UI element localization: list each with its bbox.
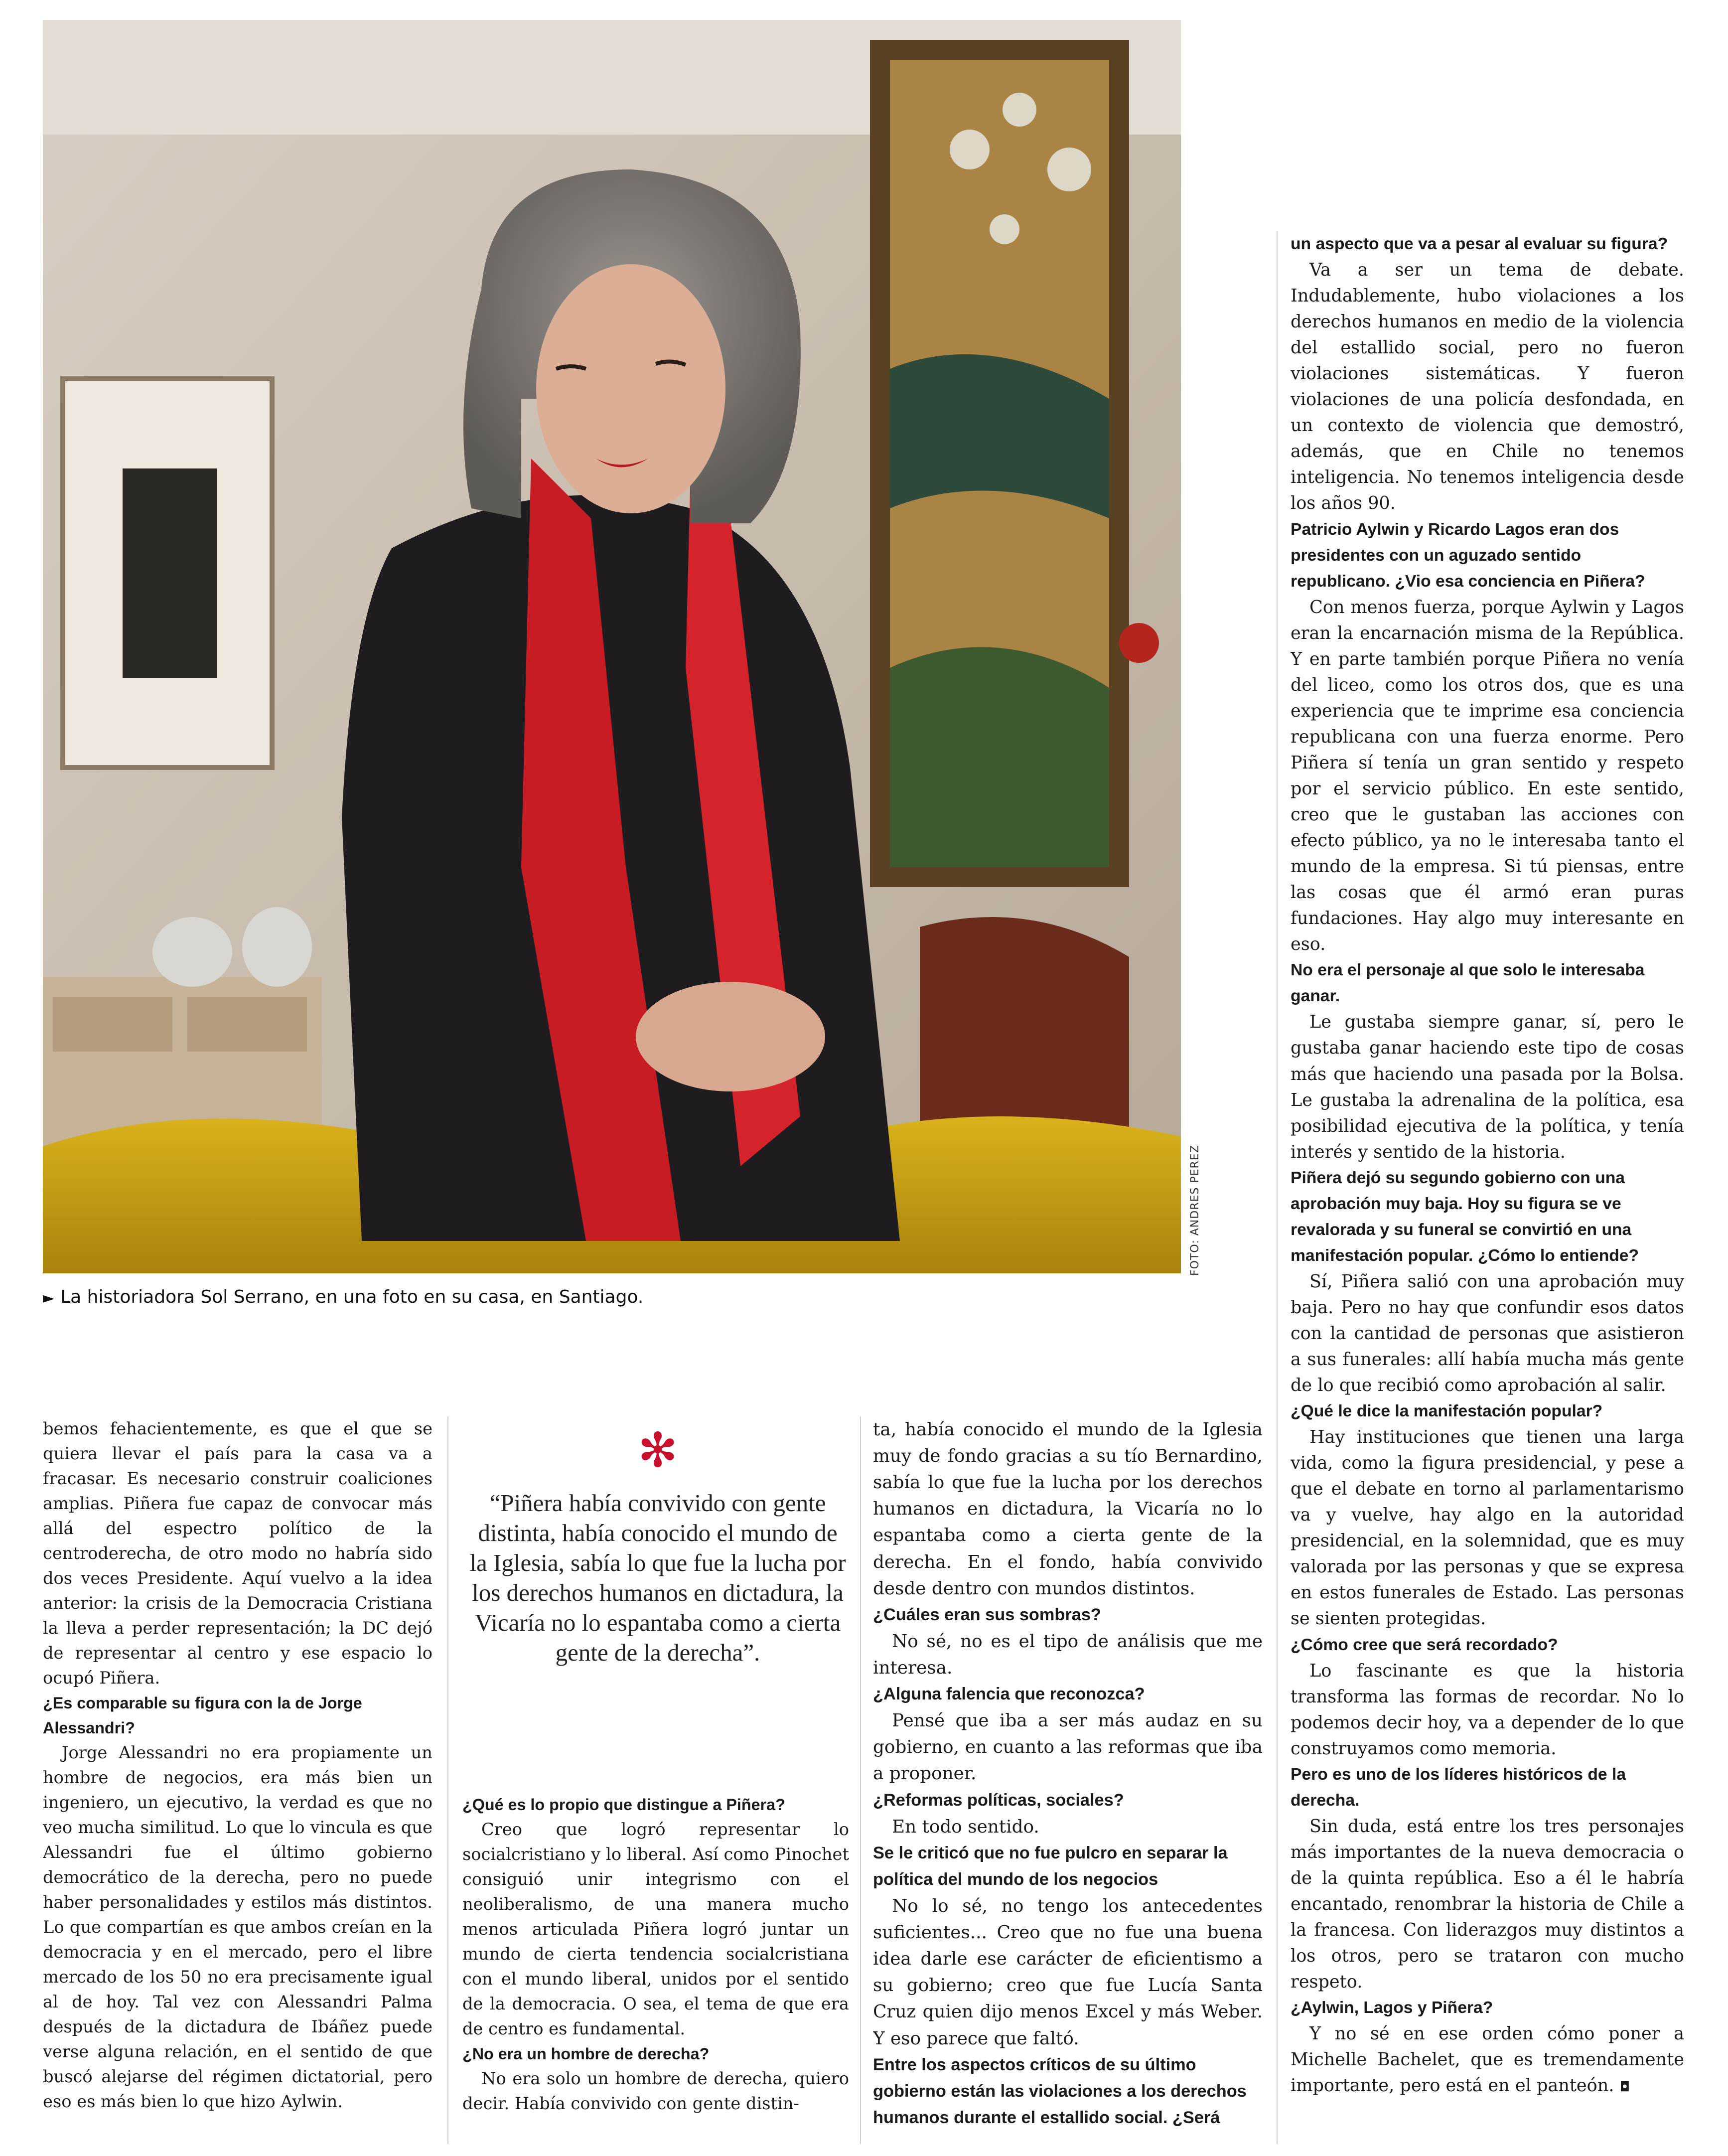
article-column-1 bbox=[43, 1416, 432, 2144]
interview-answer: En todo sentido. bbox=[892, 1816, 1039, 1837]
asterisk-ornament-icon: ✻ bbox=[637, 1422, 678, 1478]
article-column-3 bbox=[873, 1416, 1263, 2144]
interview-question: ¿Es comparable su figura con la de Jorge Alessandri? bbox=[43, 1694, 362, 1737]
interview-answer: Sí, Piñera salió con una aprobación muy baja. Pero no hay que confundir esos datos con la cantidad de personas que asistieron a sus funerales: allí había mucha más gente de lo que recibió como aprobación al salir. bbox=[1291, 1271, 1684, 1396]
portrait-illustration bbox=[43, 20, 1181, 1273]
column-divider bbox=[1277, 231, 1278, 2144]
pull-quote-text: “Piñera había convivido con gente distinta, había conocido el mundo de la Iglesia, sabía lo que fue la lucha por los derechos humanos en dictadura, la Vicaría no lo espantaba como a cierta gente de la derecha”. bbox=[469, 1489, 846, 1666]
caption-arrow-icon: ► bbox=[43, 1289, 55, 1307]
interview-answer: Sin duda, está entre los tres personajes más importantes de la nueva democracia o de la quinta república. Eso a él le habría encantado, renombrar la historia de Chile a la francesa. Con liderazgos muy distintos a los otros, pero se trataron con mucho respeto. bbox=[1291, 1816, 1684, 1993]
interview-question: Pero es uno de los líderes históricos de la derecha. bbox=[1291, 1765, 1626, 1810]
interview-question: ¿Qué es lo propio que distingue a Piñera? bbox=[462, 1796, 785, 1814]
interview-question: ¿Aylwin, Lagos y Piñera? bbox=[1291, 1999, 1493, 2017]
interview-answer: Le gustaba siempre ganar, sí, pero le gustaba ganar haciendo este tipo de cosas más que haciendo una pasada por la Bolsa. Le gustaba la adrenalina de la política, esa posibilidad ejecutiva de la política, y tenía interés y sentido de la historia. bbox=[1291, 1012, 1684, 1162]
interview-question: ¿Qué le dice la manifestación popular? bbox=[1291, 1402, 1603, 1421]
pull-quote bbox=[468, 1422, 847, 1745]
interview-answer: Hay instituciones que tienen una larga vida, como la figura presidencial, y pese a que el debate en torno al parlamentarismo va y vuelve, hay algo en la autoridad presidencial, en la solemnidad, que es muy valorada por las personas y que se expresa en estos funerales de Estado. Las personas se sienten protegidas. bbox=[1291, 1427, 1684, 1629]
interview-question: ¿Cómo cree que será recordado? bbox=[1291, 1635, 1558, 1654]
interview-answer: No sé, no es el tipo de análisis que me interesa. bbox=[873, 1631, 1263, 1678]
interview-question: Se le criticó que no fue pulcro en separar la política del mundo de los negocios bbox=[873, 1843, 1228, 1889]
interview-question: un aspecto que va a pesar al evaluar su figura? bbox=[1291, 235, 1668, 253]
photo-credit: FOTO: ANDRES PEREZ bbox=[1189, 1145, 1201, 1276]
interview-question: ¿Reformas políticas, sociales? bbox=[873, 1790, 1124, 1810]
end-mark-icon: ◘ bbox=[1619, 2080, 1630, 2095]
interview-answer: Con menos fuerza, porque Aylwin y Lagos eran la encarnación misma de la República. Y en parte también porque Piñera no venía del liceo, como los otros dos, que es una experiencia que te imprime esa conciencia republicana con una fuerza enorme. Pero Piñera sí tenía un gran sentido y respeto por el servicio público. En este sentido, creo que le gustaban las acciones con efecto público, ya no le interesaba tanto el mundo de la empresa. Si tú piensas, entre las cosas que él armó eran puras fundaciones. Hay algo muy interesante en eso. bbox=[1291, 597, 1684, 955]
article-column-4 bbox=[1291, 231, 1684, 2144]
column-divider bbox=[447, 1416, 448, 2144]
interview-answer: Lo fascinante es que la historia transforma las formas de recordar. No lo podemos decir hoy, va a depender de lo que construyamos como memoria. bbox=[1291, 1660, 1684, 1759]
interview-question: ¿No era un hombre de derecha? bbox=[462, 2045, 710, 2063]
column-divider bbox=[860, 1416, 861, 2144]
interview-answer: Jorge Alessandri no era propiamente un hombre de negocios, era más bien un ingeniero, un ejecutivo, la verdad es que no veo mucha similitud. Lo que lo vincula es que Alessandri fue el último gobierno democrático de la derecha, pero no puede haber personalidades y estilos más distintos. Lo que compartían es que ambos creían en la democracia y en el mercado, pero el libre mercado de los 50 no era precisamente igual al de hoy. Tal vez con Alessandri Palma después de la dictadura de Ibáñez puede verse alguna relación, en el sentido de que buscó alejarse del régimen dictatorial, pero eso es más bien lo que hizo Aylwin. bbox=[43, 1743, 432, 2111]
caption-text: La historiadora Sol Serrano, en una foto en su casa, en Santiago. bbox=[60, 1287, 644, 1307]
interview-answer: Va a ser un tema de debate. Indudablemente, hubo violaciones a los derechos humanos en medio de la violencia del estallido social, pero no fueron violaciones sistemáticas. Y fueron violaciones de una policía desfondada, en un contexto de violencia que demostró, además, que en Chile no tenemos inteligencia. No tenemos inteligencia desde los años 90. bbox=[1291, 260, 1684, 514]
article-column-2 bbox=[462, 1792, 849, 2144]
interview-answer: Pensé que iba a ser más audaz en su gobierno, en cuanto a las reformas que iba a proponer. bbox=[873, 1710, 1263, 1784]
paragraph: bemos fehacientemente, es que el que se quiera llevar el país para la casa va a fracasar. Es necesario construir coaliciones amplias. Piñera fue capaz de convocar más allá del espectro político de la centroderecha, de otro modo no habría sido dos veces Presidente. Aquí vuelvo a la idea anterior: la crisis de la Democracia Cristiana la lleva a perder representación; la DC dejó de representar al centro y ese espacio lo ocupó Piñera. bbox=[43, 1419, 432, 1688]
photo-caption bbox=[43, 1287, 1181, 1317]
interview-question: Entre los aspectos críticos de su último gobierno están las violaciones a los derechos humanos durante el estallido social. ¿Será bbox=[873, 2055, 1247, 2127]
interview-question: ¿Alguna falencia que reconozca? bbox=[873, 1685, 1145, 1704]
interview-answer: Creo que logró representar lo socialcristiano y lo liberal. Así como Pinochet consiguió unir integrismo con el neoliberalismo, de una manera mucho menos articulada Piñera logró juntar un mundo de cierta tendencia socialcristiana con el mundo liberal, unidos por el sentido de la democracia. O sea, el tema de que era de centro es fundamental. bbox=[462, 1820, 849, 2038]
interview-question: Patricio Aylwin y Ricardo Lagos eran dos presidentes con un aguzado sentido republicano. ¿Vio esa conciencia en Piñera? bbox=[1291, 520, 1645, 591]
interview-question: No era el personaje al que solo le interesaba ganar. bbox=[1291, 961, 1645, 1006]
article-photo bbox=[43, 20, 1181, 1273]
answer-text: Y no sé en ese orden cómo poner a Michelle Bachelet, que es tremendamente importante, pero está en el panteón. bbox=[1291, 2023, 1684, 2096]
interview-question: Piñera dejó su segundo gobierno con una aprobación muy baja. Hoy su figura se ve revalorada y su funeral se convirtió en una manifestación popular. ¿Cómo lo entiende? bbox=[1291, 1168, 1639, 1265]
paragraph: ta, había conocido el mundo de la Iglesia muy de fondo gracias a su tío Bernardino, sabía lo que fue la lucha por los derechos humanos en dictadura, la Vicaría no lo espantaba como a cierta gente de la derecha. En el fondo, había convivido desde dentro con mundos distintos. bbox=[873, 1419, 1263, 1599]
interview-answer: No era solo un hombre de derecha, quiero decir. Había convivido con gente distin- bbox=[462, 2069, 849, 2113]
interview-answer bbox=[1291, 2021, 1684, 2100]
interview-answer: No lo sé, no tengo los antecedentes suficientes... Creo que no fue una buena idea darle ese carácter de eficientismo a su gobierno; creo que fue Lucía Santa Cruz quien dijo menos Excel y más Weber. Y eso parece que faltó. bbox=[873, 1895, 1263, 2049]
interview-question: ¿Cuáles eran sus sombras? bbox=[873, 1605, 1101, 1624]
